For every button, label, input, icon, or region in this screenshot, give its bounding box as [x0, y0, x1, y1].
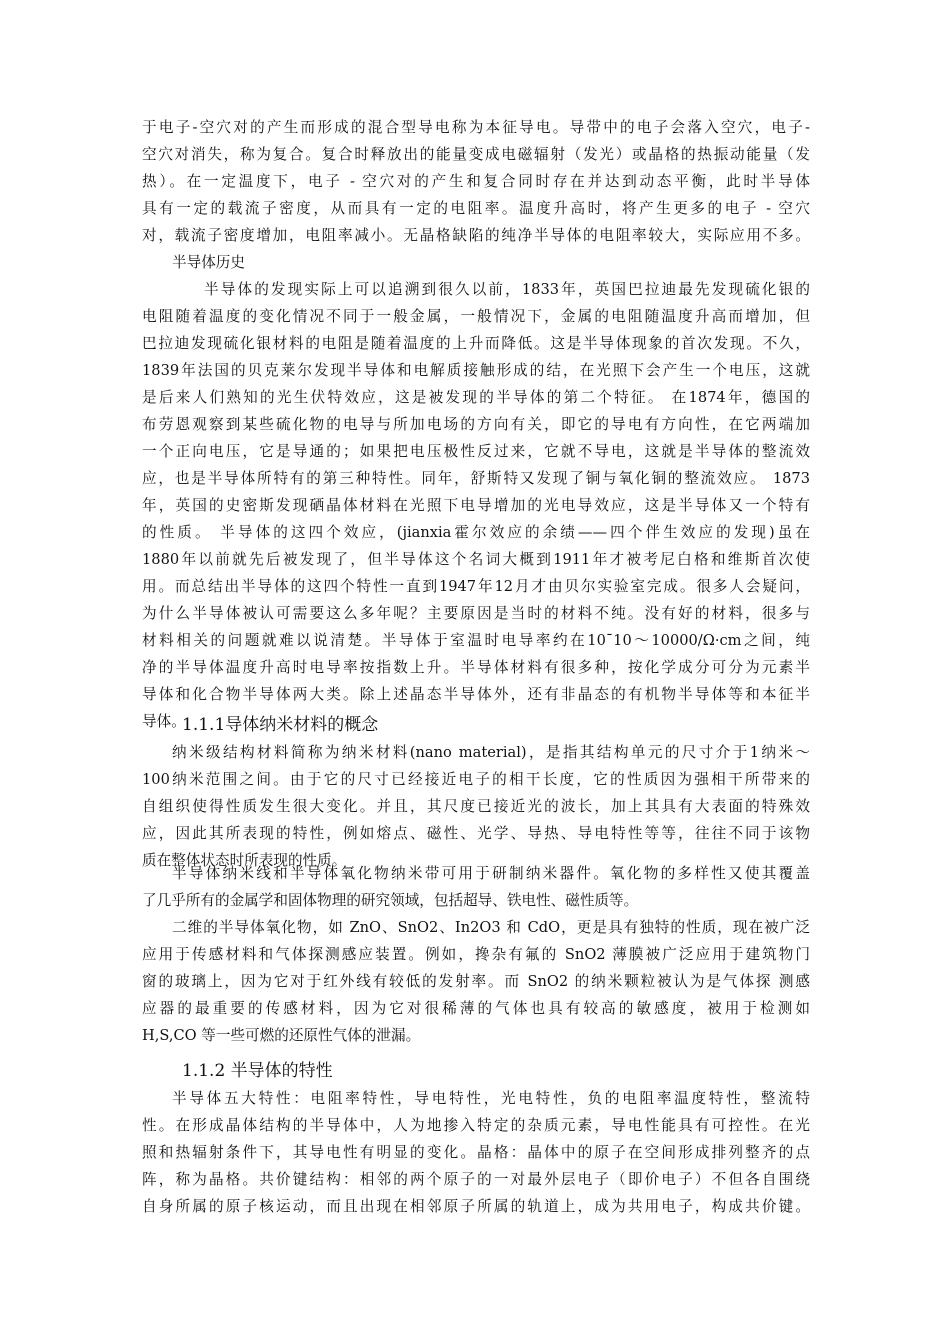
text-line: 导体和化合物半导体两大类。除上述晶态半导体外，还有非晶态的有机物半导体等和本征半 [142, 686, 810, 703]
section-1-1-1-para2 [142, 860, 810, 914]
section-title: 1.1.1导体纳米材料的概念 [182, 715, 379, 735]
section-1-1-1-para3 [142, 914, 810, 1049]
section-1-1-1-para1 [142, 739, 810, 874]
text-line: 对，载流子密度增加，电阻率减小。无晶格缺陷的纯净半导体的电阻率较大，实际应用不多。 [142, 227, 810, 244]
intro-paragraph [142, 114, 810, 249]
text-line: 应，也是半导体所特有的第三种特性。同年，舒斯特又发现了铜与氧化铜的整流效应。 1873 [142, 470, 810, 487]
text-line: 是后来人们熟知的光生伏特效应，这是被发现的半导体的第二个特征。 在1874年，德国的 [142, 389, 810, 406]
text-line: 半导体的发现实际上可以追溯到很久以前，1833年，英国巴拉迪最先发现硫化银的 [204, 281, 810, 298]
text-line: 应，因此其所表现的特性，例如熔点、磁性、光学、导热、导电特性等等，往往不同于该物 [142, 825, 810, 842]
text-line: H,S,CO 等一些可燃的还原性气体的泄漏。 [142, 1027, 421, 1044]
text-line: 空穴对消失，称为复合。复合时释放出的能量变成电磁辐射（发光）或晶格的热振动能量（发 [142, 146, 810, 163]
text-line: 了几乎所有的金属学和固体物理的研究领域，包括超导、铁电性、磁性质等。 [142, 892, 639, 909]
text-line: 自身所属的原子核运动，而且出现在相邻原子所属的轨道上，成为共用电子，构成共价键。 [142, 1198, 810, 1215]
text-line: 的性质。 半导体的这四个效应，(jianxia霍尔效应的余绩——四个伴生效应的发现)虽在 [142, 524, 810, 541]
text-line: 布劳恩观察到某些硫化物的电导与所加电场的方向有关，即它的导电有方向性，在它两端加 [142, 416, 810, 433]
text-line: 照和热辐射条件下，其导电性有明显的变化。晶格：晶体中的原子在空间形成排列整齐的点 [142, 1144, 810, 1161]
text-line: 半导体五大特性：电阻率特性，导电特性，光电特性，负的电阻率温度特性，整流特 [172, 1090, 810, 1107]
text-line: 材料相关的问题就难以说清楚。半导体于室温时电导率约在10ˉ10～10000/Ω·cm之间，纯 [142, 632, 810, 649]
text-line: 应器的最重要的传感材料，因为它对很稀薄的气体也具有较高的敏感度，被用于检测如 [142, 1000, 810, 1017]
section-1-1-2-heading [142, 1058, 810, 1085]
text-line: 巴拉迪发现硫化银材料的电阻是随着温度的上升而降低。这是半导体现象的首次发现。不久， [142, 335, 810, 352]
text-line: 电阻随着温度的变化情况不同于一般金属，一般情况下，金属的电阻随温度升高而增加，但 [142, 308, 810, 325]
section-1-1-2-para1 [142, 1085, 810, 1220]
text-line: 一个正向电压，它是导通的；如果把电压极性反过来，它就不导电，这就是半导体的整流效 [142, 443, 810, 460]
text-line: 1839年法国的贝克莱尔发现半导体和电解质接触形成的结，在光照下会产生一个电压，这就 [142, 362, 810, 379]
text-line: 100纳米范围之间。由于它的尺寸已经接近电子的相干长度，它的性质因为强相干所带来的 [142, 771, 810, 788]
text-line: 纳米级结构材料简称为纳米材料(nano material)，是指其结构单元的尺寸介于1纳米～ [172, 744, 810, 761]
section-1-1-1-heading [142, 712, 810, 739]
text-line: 导体。 [142, 713, 186, 730]
text-line: 自组织使得性质发生很大变化。并且，其尺度已接近光的波长，加上其具有大表面的特殊效 [142, 798, 810, 815]
section-title: 1.1.2 半导体的特性 [182, 1061, 333, 1081]
text-line: 净的半导体温度升高时电导率按指数上升。半导体材料有很多种，按化学成分可分为元素半 [142, 659, 810, 676]
text-line: 1880年以前就先后被发现了，但半导体这个名词大概到1911年才被考尼白格和维斯首次使 [142, 551, 810, 568]
text-line: 二维的半导体氧化物，如 ZnO、SnO2、In2O3 和 CdO，更是具有独特的性质，现在被广泛 [172, 919, 810, 936]
text-line: 年，英国的史密斯发现硒晶体材料在光照下电导增加的光电导效应，这是半导体又一个特有 [142, 497, 810, 514]
text-line: 为什么半导体被认可需要这么多年呢？主要原因是当时的材料不纯。没有好的材料，很多与 [142, 605, 810, 622]
history-paragraph [142, 276, 810, 735]
text-line: 于电子-空穴对的产生而形成的混合型导电称为本征导电。导带中的电子会落入空穴，电子- [142, 119, 810, 136]
text-line: 应用于传感材料和气体探测感应装置。例如，搀杂有氟的 SnO2 薄膜被广泛应用于建筑物门 [142, 946, 810, 963]
text-line: 用。而总结出半导体的这四个特性一直到1947年12月才由贝尔实验室完成。很多人会疑问， [142, 578, 810, 595]
text-line: 半导体纳米线和半导体氧化物纳米带可用于研制纳米器件。氧化物的多样性又使其覆盖 [172, 865, 810, 882]
text-line: 窗的玻璃上，因为它对于红外线有较低的发射率。而 SnO2 的纳米颗粒被认为是气体探 测感 [142, 973, 810, 990]
text-line: 质在整体状态时所表现的性质。 [142, 852, 347, 869]
text-line: 具有一定的载流子密度，从而具有一定的电阻率。温度升高时，将产生更多的电子 - 空穴 [142, 200, 810, 217]
text-line: 性。在形成晶体结构的半导体中，人为地掺入特定的杂质元素，导电性能具有可控性。在光 [142, 1117, 810, 1134]
text-line: 阵，称为晶格。共价键结构：相邻的两个原子的一对最外层电子（即价电子）不但各自围绕 [142, 1171, 810, 1188]
section-title: 半导体历史 [172, 254, 245, 271]
text-line: 热）。在一定温度下，电子 - 空穴对的产生和复合同时存在并达到动态平衡，此时半导体 [142, 173, 810, 190]
history-heading [142, 249, 810, 276]
